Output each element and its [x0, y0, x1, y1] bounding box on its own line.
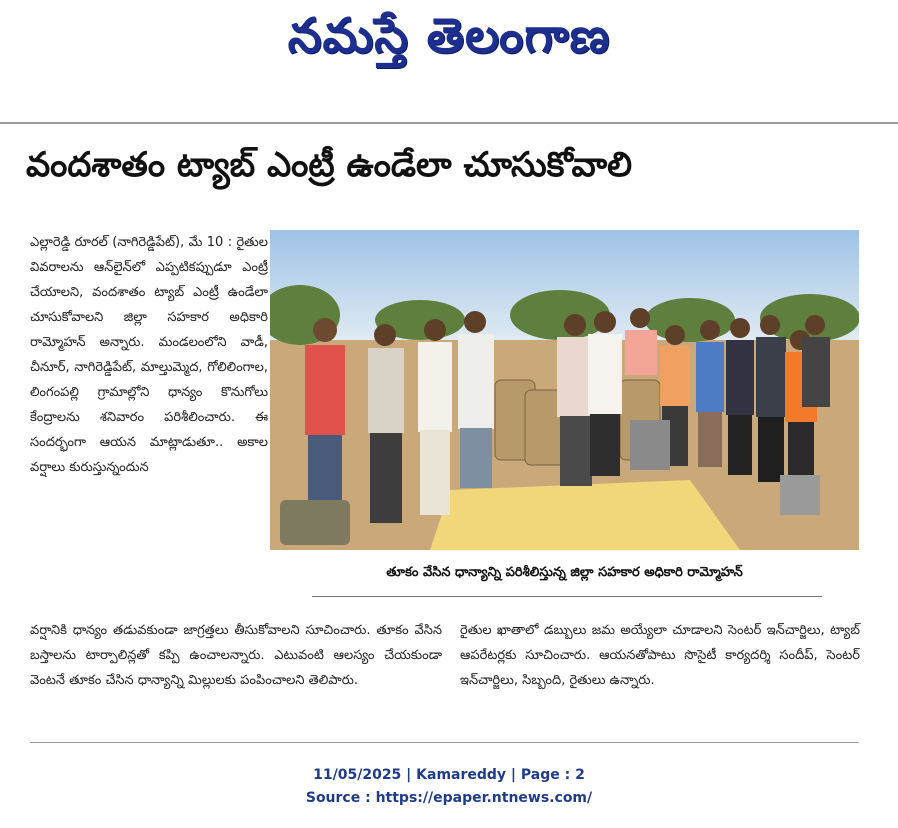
tarpaulin — [430, 480, 740, 550]
article-photo — [270, 230, 859, 550]
masthead — [0, 0, 898, 120]
masthead-divider — [0, 122, 898, 124]
footer-divider — [30, 742, 859, 743]
article-bottom-right: రైతుల ఖాతాలో డబ్బులు జమ అయ్యేలా చూడాలని సెంటర్ ఇన్‌చార్జిలు, ట్యాబ్ ఆపరేటర్లకు సూచించారు. ఆయనతోపాటు సొసైటీ కార్యదర్శి సందీప్, సెంటర్ ఇన్‌చార్జిలు, సిబ్బంది, రైతులు ఉన్నారు. — [460, 623, 860, 688]
caption-divider — [312, 596, 822, 597]
photo-caption: తూకం వేసిన ధాన్యాన్ని పరిశీలిస్తున్న జిల్లా సహకార అధికారి రామ్మోహన్ — [386, 565, 743, 580]
weighing-scale — [630, 420, 670, 470]
bag — [280, 500, 350, 545]
photo-illustration — [270, 230, 859, 550]
article-bottom-left: వర్షానికి ధాన్యం తడువకుండా జాగ్రత్తలు తీసుకోవాలని సూచించారు. తూకం వేసిన బస్తాలను టార్పాలిన్లతో కప్పి ఉంచాలన్నారు. ఎటువంటి ఆలస్యం చేయకుండా వెంటనే తూకం చేసిన ధాన్యాన్ని మిల్లులకు పంపించాలని తెలిపారు. — [30, 623, 442, 688]
edition-info: 11/05/2025 | Kamareddy | Page : 2 — [313, 767, 585, 783]
bucket — [780, 475, 820, 515]
source-link[interactable]: Source : https://epaper.ntnews.com/ — [305, 790, 593, 806]
newspaper-logo: నమస్తే తెలంగాణ — [287, 8, 611, 64]
lead-paragraph: ఎల్లారెడ్డి రూరల్ (నాగిరెడ్డిపేట్), మే 10 : రైతుల వివరాలను ఆన్‌లైన్‌లో ఎప్పటికప్పుడూ ఎంట్రీ చేయాలని, వందశాతం ట్యాబ్ ఎంట్రీ ఉండేలా చూసుకోవాలని జిల్లా సహకార అధికారి రామ్మోహన్ అన్నారు. మండలంలోని వాడీ, చీనూర్, నాగిరెడ్డిపేట్, మాల్తుమ్మెద, గోలిలింగాల, లింగంపల్లి గ్రామాల్లోని ధాన్యం కొనుగోలు కేంద్రాలను శనివారం పరిశీలించారు. ఈ సందర్భంగా ఆయన మాట్లాడుతూ.. అకాల వర్షాలు కురుస్తున్నందున — [30, 235, 268, 475]
article-lead-column — [30, 230, 268, 480]
article-headline: వందశాతం ట్యాబ్ ఎంట్రీ ఉండేలా చూసుకోవాలి — [26, 145, 633, 185]
